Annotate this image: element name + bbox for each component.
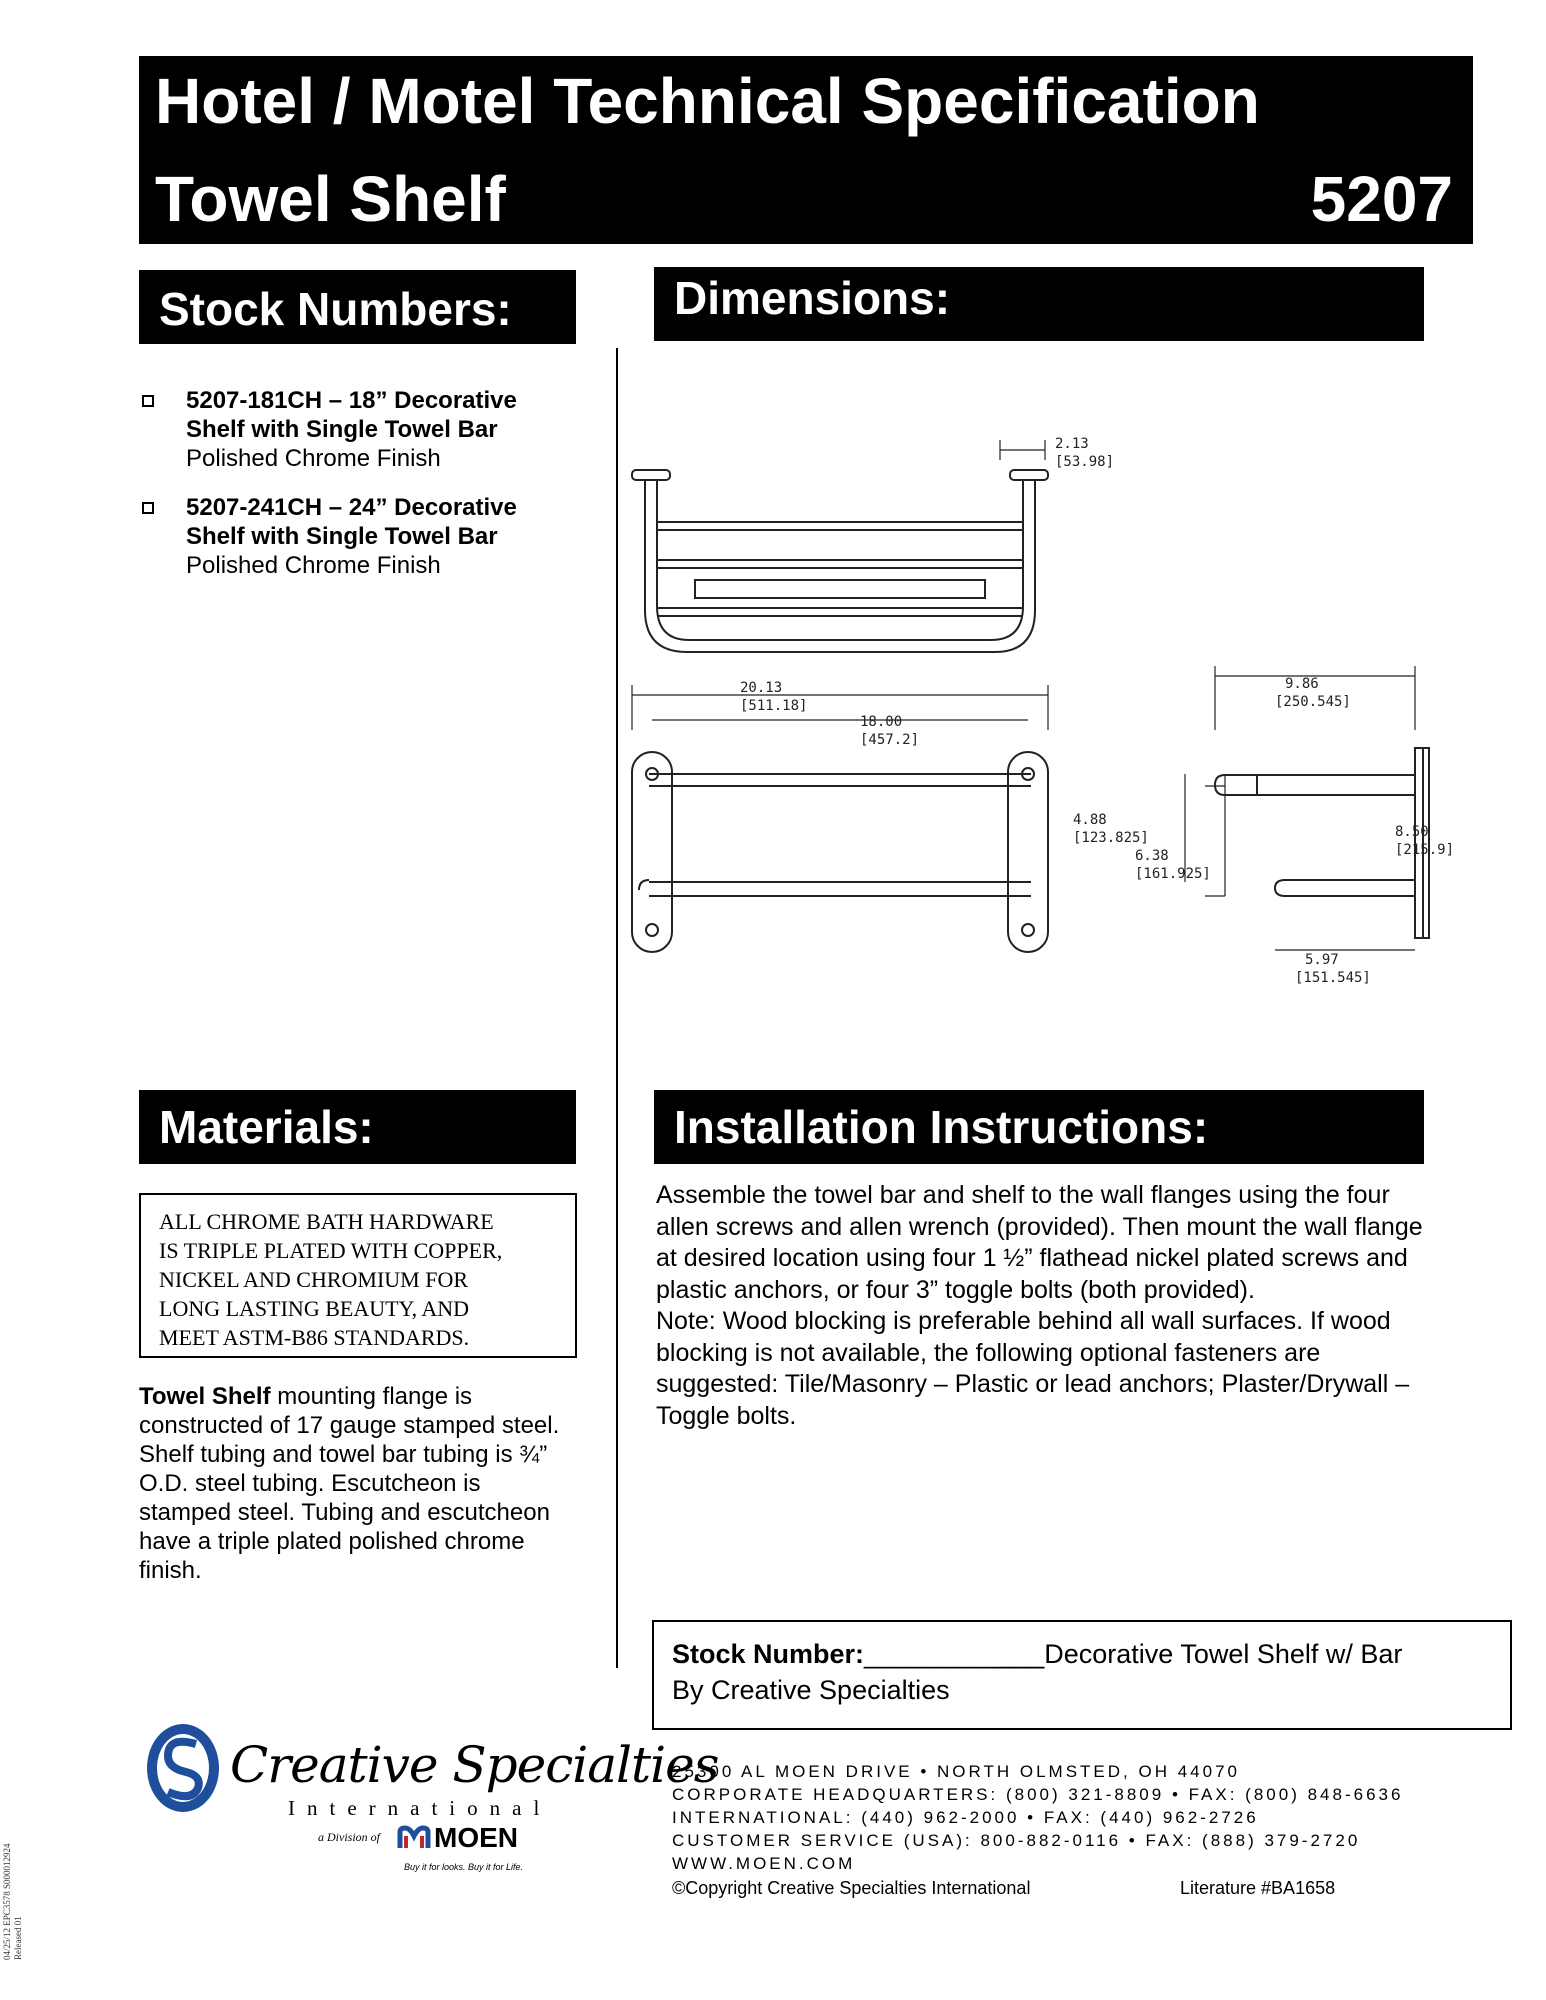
- list-item: [140, 386, 600, 473]
- materials-line: MEET ASTM-B86 STANDARDS.: [159, 1325, 470, 1350]
- installation-note: Note: Wood blocking is preferable behind all wall surfaces. If wood blocking is not available, the following optional fasteners are suggested: Tile/Masonry – Plastic or lead anchors; Plaster/Drywall – Toggle bolts.: [656, 1307, 1410, 1430]
- product-name: Towel Shelf: [155, 163, 506, 235]
- side-stamp-line: Released 01: [13, 1916, 23, 1960]
- copyright-text: ©Copyright Creative Specialties International: [672, 1878, 1031, 1898]
- materials-line: IS TRIPLE PLATED WITH COPPER,: [159, 1238, 503, 1263]
- dim-label: 8.50: [1395, 824, 1429, 840]
- dimensions-heading: Dimensions:: [654, 267, 1424, 341]
- logo-division-text: a Division of: [318, 1830, 380, 1844]
- dim-label: 2.13: [1055, 436, 1089, 452]
- stock-number-list: [140, 386, 600, 600]
- side-stamp: [2, 1843, 24, 1960]
- dim-label: [161.925]: [1135, 866, 1211, 882]
- logo-moen-text: MOEN: [434, 1822, 518, 1853]
- dim-label: 5.97: [1305, 952, 1339, 968]
- dim-label: [215.9]: [1395, 842, 1455, 858]
- dim-label: 18.00: [860, 714, 903, 730]
- dim-label: [250.545]: [1275, 694, 1351, 710]
- materials-description: [139, 1382, 579, 1585]
- stock-number-blank: ____________: [864, 1639, 1045, 1669]
- dim-label: [511.18]: [740, 698, 808, 714]
- materials-desc-bold: Towel Shelf: [139, 1383, 271, 1410]
- dim-label: [151.545]: [1295, 970, 1371, 986]
- address-line: CORPORATE HEADQUARTERS: (800) 321-8809 • FAX: (800) 848-6636: [672, 1785, 1404, 1804]
- installation-para: Assemble the towel bar and shelf to the wall flanges using the four allen screws and allen wrench (provided). Then mount the wall flange at desired location using four 1 ½” flathead nickel plated screws and plastic anchors, or four 3” toggle bolts (both provided).: [656, 1181, 1423, 1304]
- dim-label: 4.88: [1073, 812, 1107, 828]
- dim-label: [457.2]: [860, 732, 920, 748]
- stock-number-label: Stock Number:: [672, 1639, 865, 1669]
- stock-number-box: [652, 1620, 1512, 1730]
- materials-desc-rest: mounting flange is constructed of 17 gauge stamped steel. Shelf tubing and towel bar tubing is ¾” O.D. steel tubing. Escutcheon is stamped steel. Tubing and escutcheon have a triple plated polished chrome finish.: [139, 1383, 560, 1584]
- page-title: Hotel / Motel Technical Specification: [155, 65, 1260, 137]
- dim-label: [53.98]: [1055, 454, 1115, 470]
- dimension-drawing: [625, 430, 1455, 990]
- stock-item-title: 5207-181CH – 18” Decorative: [186, 387, 517, 414]
- stock-item-title: 5207-241CH – 24” Decorative: [186, 494, 517, 521]
- stock-number-maker: By Creative Specialties: [672, 1675, 950, 1705]
- materials-line: NICKEL AND CHROMIUM FOR: [159, 1267, 469, 1292]
- side-stamp-line: 04/25/12 EPC3578 S000012924: [2, 1843, 12, 1960]
- dim-label: 6.38: [1135, 848, 1169, 864]
- checkbox-bullet-icon: [142, 502, 154, 514]
- logo-tagline: Buy it for looks. Buy it for Life.: [404, 1862, 524, 1872]
- stock-numbers-heading: Stock Numbers:: [139, 270, 576, 344]
- stock-item-subtitle: Shelf with Single Towel Bar: [186, 523, 498, 550]
- logo-script-text: Creative Specialties: [230, 1736, 719, 1794]
- materials-line: LONG LASTING BEAUTY, AND: [159, 1296, 470, 1321]
- installation-heading: Installation Instructions:: [654, 1090, 1424, 1164]
- installation-text: [656, 1180, 1436, 1432]
- title-bar: [139, 56, 1473, 244]
- address-block: [672, 1760, 1403, 1875]
- website-link[interactable]: WWW.MOEN.COM: [672, 1854, 856, 1873]
- stock-item-finish: Polished Chrome Finish: [186, 552, 441, 579]
- dim-label: [123.825]: [1073, 830, 1149, 846]
- column-divider: [616, 348, 618, 1668]
- address-line: 25300 AL MOEN DRIVE • NORTH OLMSTED, OH 44070: [672, 1762, 1240, 1781]
- dim-label: 9.86: [1285, 676, 1319, 692]
- address-line: INTERNATIONAL: (440) 962-2000 • FAX: (440) 962-2726: [672, 1808, 1259, 1827]
- moen-logo-icon: [396, 1824, 432, 1852]
- model-number: 5207: [1310, 163, 1453, 235]
- logo-intl-text: International: [288, 1796, 552, 1820]
- address-line: CUSTOMER SERVICE (USA): 800-882-0116 • FAX: (888) 379-2720: [672, 1831, 1361, 1850]
- materials-heading: Materials:: [139, 1090, 576, 1164]
- stock-item-subtitle: Shelf with Single Towel Bar: [186, 416, 498, 443]
- dim-label: 20.13: [740, 680, 783, 696]
- creative-specialties-s-icon: [138, 1718, 228, 1818]
- company-logo: [138, 1718, 719, 1878]
- list-item: [140, 493, 600, 580]
- literature-number: Literature #BA1658: [1180, 1878, 1336, 1898]
- materials-line: ALL CHROME BATH HARDWARE: [159, 1209, 494, 1234]
- stock-number-desc: Decorative Towel Shelf w/ Bar: [1044, 1639, 1403, 1669]
- checkbox-bullet-icon: [142, 395, 154, 407]
- materials-box: [139, 1193, 577, 1358]
- stock-item-finish: Polished Chrome Finish: [186, 445, 441, 472]
